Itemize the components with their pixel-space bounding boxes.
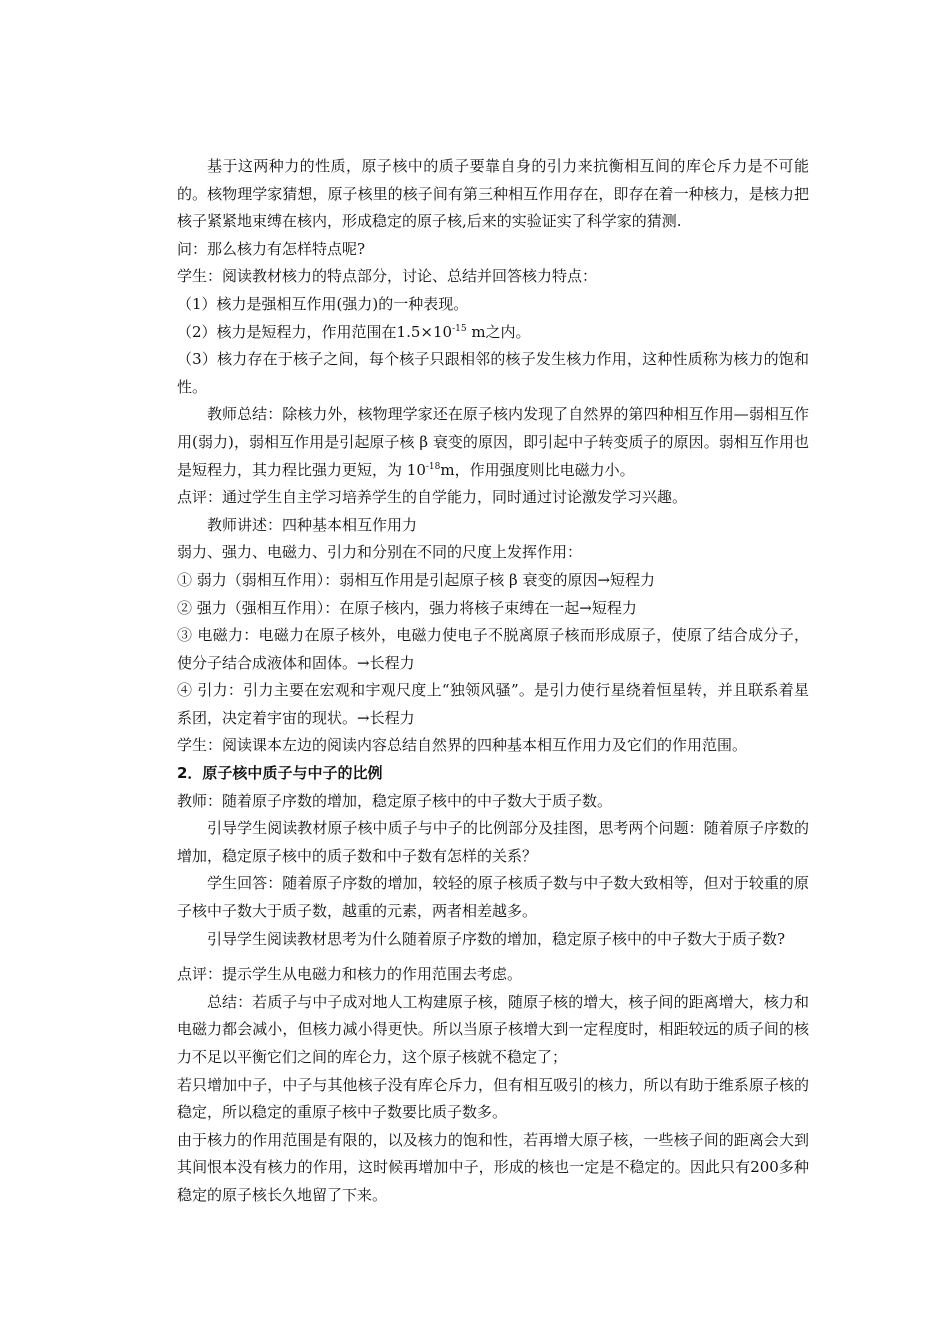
force-item-electromagnetic: ③ 电磁力：电磁力在原子核外，电磁力使电子不脱离原子核而形成原子，使原了结合成分子，使分子结合成液体和固体。→长程力	[177, 626, 809, 672]
teacher-lecture: 教师讲述：四种基本相互作用力	[207, 515, 418, 534]
forces-intro: 弱力、强力、电磁力、引力和分别在不同的尺度上发挥作用：	[177, 543, 583, 562]
teacher-summary-number: 10	[406, 460, 426, 479]
teacher-summary-exponent: -18	[425, 461, 441, 472]
comment-line: 点评：通过学生自主学习培养学生的自学能力，同时通过讨论激发学习兴趣。	[177, 488, 688, 507]
force-item-strong: ② 强力（强相互作用）：在原子核内，强力将核子束缚在一起→短程力	[177, 598, 637, 617]
list-item-1: （1）核力是强相互作用(强力)的一种表现。	[177, 294, 469, 313]
document-page	[177, 153, 809, 1210]
teacher-line: 教师：随着原子序数的增加，稳定原子核中的中子数大于质子数。	[177, 791, 613, 810]
list-item-2-text-b: m之内。	[466, 322, 531, 341]
guide-paragraph-2: 引导学生阅读教材思考为什么随着原子序数的增加，稳定原子核中的中子数大于质子数?	[207, 929, 786, 948]
comment-line-2: 点评：提示学生从电磁力和核力的作用范围去考虑。	[177, 965, 523, 984]
paragraph-core-force-intro: 基于这两种力的性质，原子核中的质子要靠自身的引力来抗衡相互间的库仑斥力是不可能的。核物理学家猜想，原子核里的核子间有第三种相互作用存在，即存在着一种核力，是核力把核子紧紧地束缚在核内，形成稳定的原子核,后来的实验证实了科学家的猜测.	[177, 157, 809, 231]
student-reading-line: 学生：阅读课本左边的阅读内容总结自然界的四种基本相互作用力及它们的作用范围。	[177, 736, 748, 755]
student-answer: 学生回答：随着原子序数的增加，较轻的原子核质子数与中子数大致相等，但对于较重的原子核中子数大于质子数，越重的元素，两者相差越多。	[177, 874, 809, 921]
list-item-3: （3）核力存在于核子之间，每个核子只跟相邻的核子发生核力作用，这种性质称为核力的饱和性。	[177, 350, 809, 396]
question-line: 问：那么核力有怎样特点呢?	[177, 239, 366, 258]
force-item-gravity: ④ 引力：引力主要在宏观和宇观尺度上“独领风骚”。是引力使行星绕着恒星转，并且联系着星系团，决定着宇宙的现状。→长程力	[177, 681, 809, 727]
teacher-summary-text-b: m，作用强度则比电磁力小。	[440, 460, 635, 479]
list-item-2-number: 1.5×10	[396, 322, 453, 341]
neutron-paragraph: 若只增加中子，中子与其他核子没有库仑斥力，但有相互吸引的核力，所以有助于维系原子核的稳定，所以稳定的重原子核中子数要比质子数多。	[177, 1075, 809, 1122]
teacher-summary	[177, 401, 809, 484]
guide-paragraph-1: 引导学生阅读教材原子核中质子与中子的比例部分及挂图，思考两个问题：随着原子序数的增加，稳定原子核中的质子数和中子数有怎样的关系？	[177, 819, 809, 865]
teacher-summary-text-a: 教师总结：除核力外，核物理学家还在原子核内发现了自然界的第四种相互作用—弱相互作用(弱力)，弱相互作用是引起原子核 β 衰变的原因，即引起中子转变质子的原因。弱相互作用也是短程力，其力程比强力更短，为	[177, 405, 809, 479]
student-line: 学生：阅读教材核力的特点部分，讨论、总结并回答核力特点：	[177, 267, 598, 286]
force-item-weak: ① 弱力（弱相互作用）：弱相互作用是引起原子核 β 衰变的原因→短程力	[177, 570, 656, 589]
section-heading: 2．原子核中质子与中子的比例	[177, 764, 383, 783]
list-item-2	[177, 319, 809, 347]
list-item-2-exponent: -15	[452, 323, 467, 334]
summary-paragraph: 总结：若质子与中子成对地人工构建原子核，随原子核的增大，核子间的距离增大，核力和电磁力都会减小，但核力减小得更快。所以当原子核增大到一定程度时，相距较远的质子间的核力不足以平衡它们之间的库仑力，这个原子核就不稳定了；	[177, 992, 809, 1066]
stability-paragraph: 由于核力的作用范围是有限的，以及核力的饱和性，若再增大原子核，一些核子间的距离会大到其间恨本没有核力的作用，这时候再增加中子，形成的核也一定是不稳定的。因此只有200多种稳定的原子核长久地留了下来。	[177, 1130, 809, 1204]
list-item-2-text-a: （2）核力是短程力，作用范围在	[177, 322, 397, 341]
